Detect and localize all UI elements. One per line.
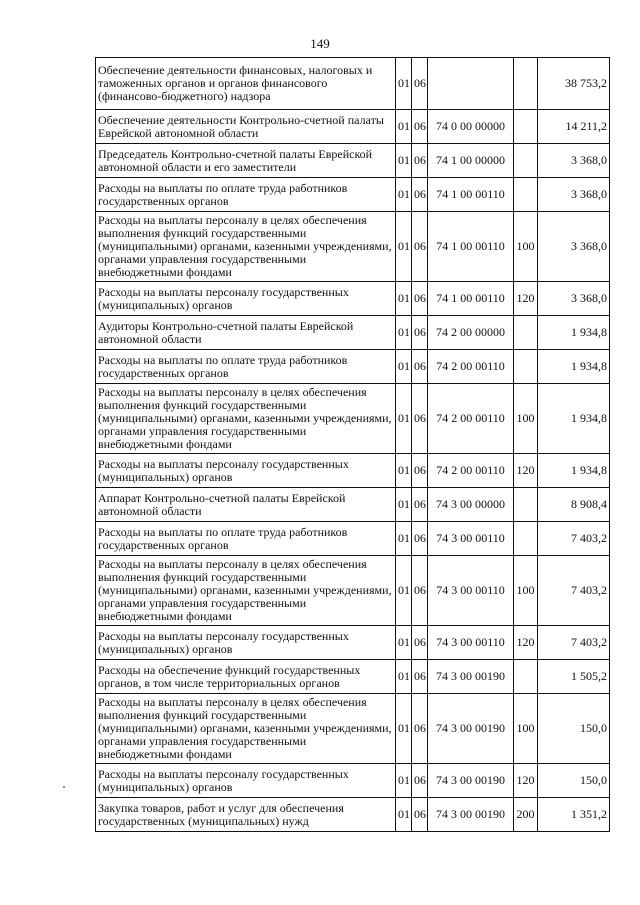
section-code: 01 xyxy=(396,764,412,798)
table-row xyxy=(96,454,610,488)
amount: 14 211,2 xyxy=(538,110,610,144)
subsection-code: 06 xyxy=(412,694,428,764)
row-name: Председатель Контрольно-счетной палаты Еврейской автономной области и его заместители xyxy=(96,144,396,178)
table-row xyxy=(96,522,610,556)
section-code: 01 xyxy=(396,488,412,522)
subsection-code: 06 xyxy=(412,144,428,178)
amount: 7 403,2 xyxy=(538,556,610,626)
section-code: 01 xyxy=(396,556,412,626)
table-row xyxy=(96,660,610,694)
expense-type-code: 120 xyxy=(514,282,538,316)
target-article-code xyxy=(428,58,514,110)
table-row xyxy=(96,58,610,110)
amount: 1 934,8 xyxy=(538,350,610,384)
table-row xyxy=(96,798,610,832)
target-article-code: 74 3 00 00190 xyxy=(428,798,514,832)
budget-table xyxy=(95,57,610,832)
subsection-code: 06 xyxy=(412,212,428,282)
subsection-code: 06 xyxy=(412,556,428,626)
amount: 1 934,8 xyxy=(538,316,610,350)
expense-type-code xyxy=(514,178,538,212)
subsection-code: 06 xyxy=(412,178,428,212)
row-name: Расходы на выплаты персоналу в целях обеспечения выполнения функций государственными (муниципальными) органами, казенными учреждениями, органами управления государственными внебюджетными фондами xyxy=(96,694,396,764)
expense-type-code: 200 xyxy=(514,798,538,832)
section-code: 01 xyxy=(396,384,412,454)
target-article-code: 74 2 00 00110 xyxy=(428,350,514,384)
table-row xyxy=(96,144,610,178)
section-code: 01 xyxy=(396,110,412,144)
table-row xyxy=(96,764,610,798)
section-code: 01 xyxy=(396,798,412,832)
target-article-code: 74 1 00 00110 xyxy=(428,178,514,212)
amount: 1 934,8 xyxy=(538,384,610,454)
expense-type-code xyxy=(514,316,538,350)
amount: 3 368,0 xyxy=(538,144,610,178)
row-name: Расходы на выплаты персоналу в целях обеспечения выполнения функций государственными (муниципальными) органами, казенными учреждениями, органами управления государственными внебюджетными фондами xyxy=(96,556,396,626)
table-row xyxy=(96,626,610,660)
expense-type-code: 120 xyxy=(514,764,538,798)
subsection-code: 06 xyxy=(412,58,428,110)
row-name: Расходы на выплаты персоналу государственных (муниципальных) органов xyxy=(96,282,396,316)
target-article-code: 74 3 00 00190 xyxy=(428,764,514,798)
subsection-code: 06 xyxy=(412,522,428,556)
target-article-code: 74 1 00 00110 xyxy=(428,282,514,316)
expense-type-code: 100 xyxy=(514,694,538,764)
row-name: Расходы на обеспечение функций государственных органов, в том числе территориальных органов xyxy=(96,660,396,694)
expense-type-code xyxy=(514,144,538,178)
subsection-code: 06 xyxy=(412,660,428,694)
target-article-code: 74 3 00 00000 xyxy=(428,488,514,522)
amount: 3 368,0 xyxy=(538,212,610,282)
row-name: Расходы на выплаты по оплате труда работников государственных органов xyxy=(96,178,396,212)
target-article-code: 74 3 00 00190 xyxy=(428,694,514,764)
section-code: 01 xyxy=(396,178,412,212)
subsection-code: 06 xyxy=(412,350,428,384)
expense-type-code xyxy=(514,660,538,694)
row-name: Расходы на выплаты персоналу в целях обеспечения выполнения функций государственными (муниципальными) органами, казенными учреждениями, органами управления государственными внебюджетными фондами xyxy=(96,384,396,454)
section-code: 01 xyxy=(396,350,412,384)
row-name: Обеспечение деятельности финансовых, налоговых и таможенных органов и органов финансового (финансово-бюджетного) надзора xyxy=(96,58,396,110)
section-code: 01 xyxy=(396,58,412,110)
row-name: Расходы на выплаты по оплате труда работников государственных органов xyxy=(96,350,396,384)
table-row xyxy=(96,110,610,144)
row-name: Закупка товаров, работ и услуг для обеспечения государственных (муниципальных) нужд xyxy=(96,798,396,832)
expense-type-code: 120 xyxy=(514,626,538,660)
amount: 38 753,2 xyxy=(538,58,610,110)
expense-type-code: 100 xyxy=(514,384,538,454)
section-code: 01 xyxy=(396,522,412,556)
subsection-code: 06 xyxy=(412,282,428,316)
scan-mark xyxy=(63,786,65,788)
amount: 7 403,2 xyxy=(538,626,610,660)
section-code: 01 xyxy=(396,282,412,316)
table-row xyxy=(96,488,610,522)
expense-type-code: 100 xyxy=(514,556,538,626)
row-name: Расходы на выплаты персоналу государственных (муниципальных) органов xyxy=(96,626,396,660)
subsection-code: 06 xyxy=(412,454,428,488)
table-row xyxy=(96,350,610,384)
target-article-code: 74 3 00 00110 xyxy=(428,556,514,626)
amount: 7 403,2 xyxy=(538,522,610,556)
expense-type-code xyxy=(514,110,538,144)
budget-table-body xyxy=(96,58,610,832)
row-name: Обеспечение деятельности Контрольно-счетной палаты Еврейской автономной области xyxy=(96,110,396,144)
expense-type-code xyxy=(514,350,538,384)
target-article-code: 74 1 00 00000 xyxy=(428,144,514,178)
target-article-code: 74 3 00 00190 xyxy=(428,660,514,694)
subsection-code: 06 xyxy=(412,798,428,832)
table-row xyxy=(96,212,610,282)
section-code: 01 xyxy=(396,694,412,764)
amount: 1 934,8 xyxy=(538,454,610,488)
amount: 1 505,2 xyxy=(538,660,610,694)
table-row xyxy=(96,316,610,350)
row-name: Расходы на выплаты по оплате труда работников государственных органов xyxy=(96,522,396,556)
subsection-code: 06 xyxy=(412,488,428,522)
amount: 8 908,4 xyxy=(538,488,610,522)
table-row xyxy=(96,178,610,212)
section-code: 01 xyxy=(396,316,412,350)
subsection-code: 06 xyxy=(412,110,428,144)
amount: 3 368,0 xyxy=(538,178,610,212)
page-number: 149 xyxy=(310,36,330,51)
section-code: 01 xyxy=(396,626,412,660)
table-row xyxy=(96,282,610,316)
amount: 1 351,2 xyxy=(538,798,610,832)
row-name: Расходы на выплаты персоналу государственных (муниципальных) органов xyxy=(96,764,396,798)
section-code: 01 xyxy=(396,212,412,282)
expense-type-code xyxy=(514,58,538,110)
target-article-code: 74 2 00 00110 xyxy=(428,384,514,454)
amount: 150,0 xyxy=(538,694,610,764)
row-name: Расходы на выплаты персоналу государственных (муниципальных) органов xyxy=(96,454,396,488)
section-code: 01 xyxy=(396,144,412,178)
table-row xyxy=(96,556,610,626)
table-row xyxy=(96,694,610,764)
target-article-code: 74 3 00 00110 xyxy=(428,522,514,556)
target-article-code: 74 3 00 00110 xyxy=(428,626,514,660)
subsection-code: 06 xyxy=(412,764,428,798)
section-code: 01 xyxy=(396,660,412,694)
subsection-code: 06 xyxy=(412,384,428,454)
expense-type-code: 120 xyxy=(514,454,538,488)
amount: 3 368,0 xyxy=(538,282,610,316)
target-article-code: 74 0 00 00000 xyxy=(428,110,514,144)
table-row xyxy=(96,384,610,454)
target-article-code: 74 1 00 00110 xyxy=(428,212,514,282)
expense-type-code xyxy=(514,522,538,556)
row-name: Аудиторы Контрольно-счетной палаты Еврейской автономной области xyxy=(96,316,396,350)
amount: 150,0 xyxy=(538,764,610,798)
expense-type-code: 100 xyxy=(514,212,538,282)
subsection-code: 06 xyxy=(412,626,428,660)
target-article-code: 74 2 00 00110 xyxy=(428,454,514,488)
target-article-code: 74 2 00 00000 xyxy=(428,316,514,350)
row-name: Расходы на выплаты персоналу в целях обеспечения выполнения функций государственными (муниципальными) органами, казенными учреждениями, органами управления государственными внебюджетными фондами xyxy=(96,212,396,282)
expense-type-code xyxy=(514,488,538,522)
section-code: 01 xyxy=(396,454,412,488)
row-name: Аппарат Контрольно-счетной палаты Еврейской автономной области xyxy=(96,488,396,522)
subsection-code: 06 xyxy=(412,316,428,350)
